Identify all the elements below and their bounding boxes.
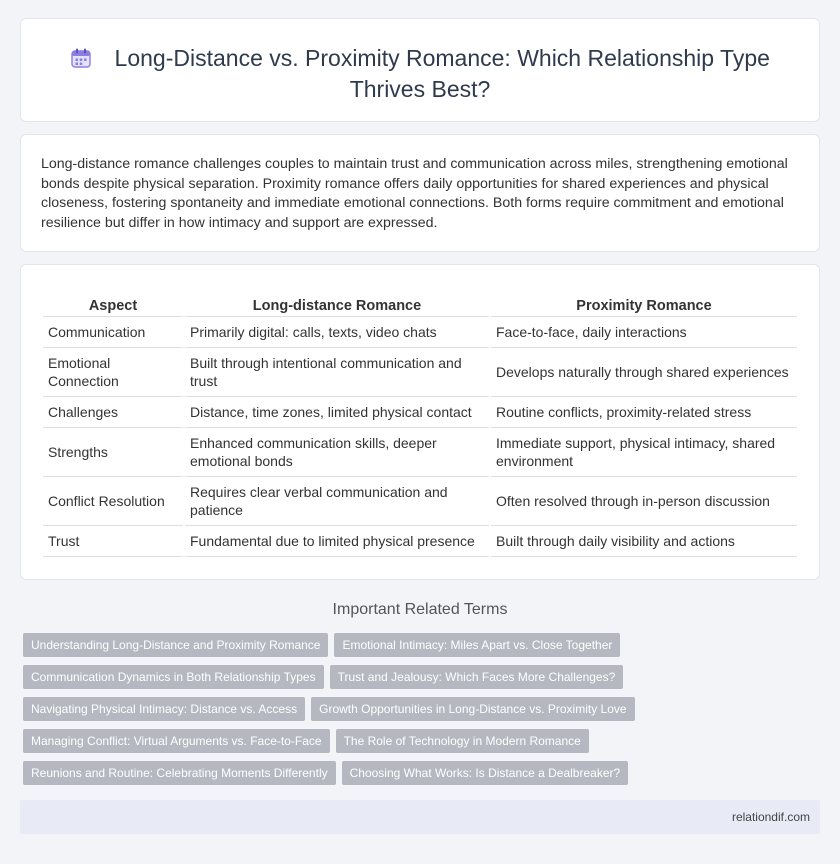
intro-card	[20, 134, 820, 252]
table-row	[43, 348, 797, 397]
table-cell-aspect: Communication	[43, 317, 183, 348]
comparison-table	[41, 291, 799, 557]
table-cell-proximity: Face-to-face, daily interactions	[491, 317, 797, 348]
intro-paragraph: Long-distance romance challenges couples to maintain trust and communication across miles, strengthening emotional bonds despite physical separation. Proximity romance offers daily opportunities for shared experiences and physical closeness, fostering spontaneity and immediate emotional connections. Both forms require commitment and emotional resilience but differ in how intimacy and support are expressed.	[41, 156, 788, 231]
column-header-aspect: Aspect	[43, 291, 183, 317]
footer	[20, 800, 820, 834]
table-cell-long-distance: Fundamental due to limited physical presence	[185, 526, 489, 557]
table-row	[43, 397, 797, 428]
table-cell-proximity: Built through daily visibility and actions	[491, 526, 797, 557]
calendar-icon	[70, 47, 92, 69]
column-header-long-distance: Long-distance Romance	[185, 291, 489, 317]
related-tag[interactable]: Growth Opportunities in Long-Distance vs. Proximity Love	[311, 697, 634, 721]
related-tag[interactable]: Reunions and Routine: Celebrating Moments Differently	[23, 761, 336, 785]
table-cell-aspect: Strengths	[43, 428, 183, 477]
table-header-row	[43, 291, 797, 317]
column-header-proximity: Proximity Romance	[491, 291, 797, 317]
related-terms-tags	[23, 633, 823, 793]
related-tag[interactable]: Communication Dynamics in Both Relationship Types	[23, 665, 324, 689]
related-tag[interactable]: The Role of Technology in Modern Romance	[336, 729, 589, 753]
table-cell-long-distance: Distance, time zones, limited physical contact	[185, 397, 489, 428]
table-cell-proximity: Routine conflicts, proximity-related stress	[491, 397, 797, 428]
related-tag[interactable]: Navigating Physical Intimacy: Distance vs. Access	[23, 697, 305, 721]
tag-row	[23, 697, 823, 729]
table-cell-aspect: Conflict Resolution	[43, 477, 183, 526]
tag-row	[23, 761, 823, 793]
table-cell-aspect: Trust	[43, 526, 183, 557]
table-cell-long-distance: Enhanced communication skills, deeper emotional bonds	[185, 428, 489, 477]
table-cell-proximity: Often resolved through in-person discussion	[491, 477, 797, 526]
related-tag[interactable]: Emotional Intimacy: Miles Apart vs. Close Together	[334, 633, 620, 657]
table-row	[43, 428, 797, 477]
table-row	[43, 317, 797, 348]
tag-row	[23, 665, 823, 697]
header-card	[20, 18, 820, 122]
footer-site-link[interactable]: relationdif.com	[731, 810, 810, 824]
related-tag[interactable]: Trust and Jealousy: Which Faces More Challenges?	[330, 665, 624, 689]
table-cell-proximity: Develops naturally through shared experiences	[491, 348, 797, 397]
related-terms-title: Important Related Terms	[332, 601, 508, 618]
table-cell-long-distance: Primarily digital: calls, texts, video chats	[185, 317, 489, 348]
table-cell-long-distance: Requires clear verbal communication and patience	[185, 477, 489, 526]
related-tag[interactable]: Choosing What Works: Is Distance a Dealbreaker?	[342, 761, 629, 785]
related-tag[interactable]: Managing Conflict: Virtual Arguments vs. Face-to-Face	[23, 729, 330, 753]
table-row	[43, 526, 797, 557]
related-tag[interactable]: Understanding Long-Distance and Proximity Romance	[23, 633, 328, 657]
table-cell-aspect: Emotional Connection	[43, 348, 183, 397]
page-title: Long-Distance vs. Proximity Romance: Which Relationship Type Thrives Best?	[114, 45, 770, 102]
title-row	[51, 43, 789, 105]
table-row	[43, 477, 797, 526]
tag-row	[23, 633, 823, 665]
table-cell-proximity: Immediate support, physical intimacy, shared environment	[491, 428, 797, 477]
tag-row	[23, 729, 823, 761]
table-cell-aspect: Challenges	[43, 397, 183, 428]
table-cell-long-distance: Built through intentional communication and trust	[185, 348, 489, 397]
comparison-table-card	[20, 264, 820, 580]
